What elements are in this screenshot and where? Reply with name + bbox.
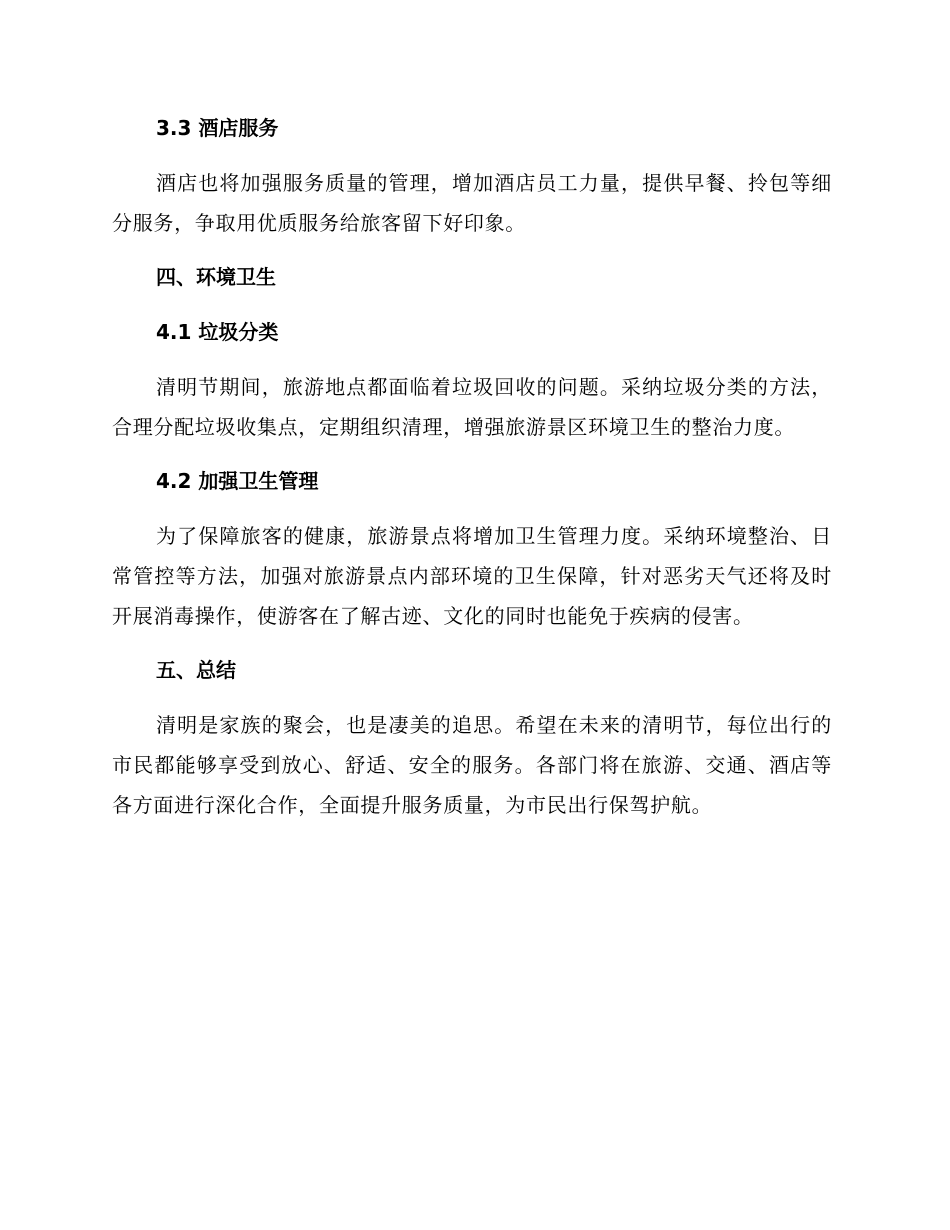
section-heading-3-3: 3.3 酒店服务 <box>156 116 279 140</box>
section-heading-4: 四、环境卫生 <box>156 265 276 289</box>
document-body <box>112 108 832 825</box>
section-paragraph-3-3: 酒店也将加强服务质量的管理，增加酒店员工力量，提供早餐、拎包等细分服务，争取用优质服务给旅客留下好印象。 <box>112 171 832 235</box>
section-heading-4-2: 4.2 加强卫生管理 <box>156 469 319 493</box>
section-heading-4-1: 4.1 垃圾分类 <box>156 320 279 344</box>
section-paragraph-4-2: 为了保障旅客的健康，旅游景点将增加卫生管理力度。采纳环境整治、日常管控等方法，加强对旅游景点内部环境的卫生保障，针对恶劣天气还将及时开展消毒操作，使游客在了解古迹、文化的同时也能免于疾病的侵害。 <box>112 524 832 628</box>
section-heading-5: 五、总结 <box>156 658 236 682</box>
section-paragraph-5: 清明是家族的聚会，也是凄美的追思。希望在未来的清明节，每位出行的市民都能够享受到放心、舒适、安全的服务。各部门将在旅游、交通、酒店等各方面进行深化合作，全面提升服务质量，为市民出行保驾护航。 <box>112 713 832 817</box>
section-paragraph-4-1: 清明节期间，旅游地点都面临着垃圾回收的问题。采纳垃圾分类的方法，合理分配垃圾收集点，定期组织清理，增强旅游景区环境卫生的整治力度。 <box>112 375 832 439</box>
